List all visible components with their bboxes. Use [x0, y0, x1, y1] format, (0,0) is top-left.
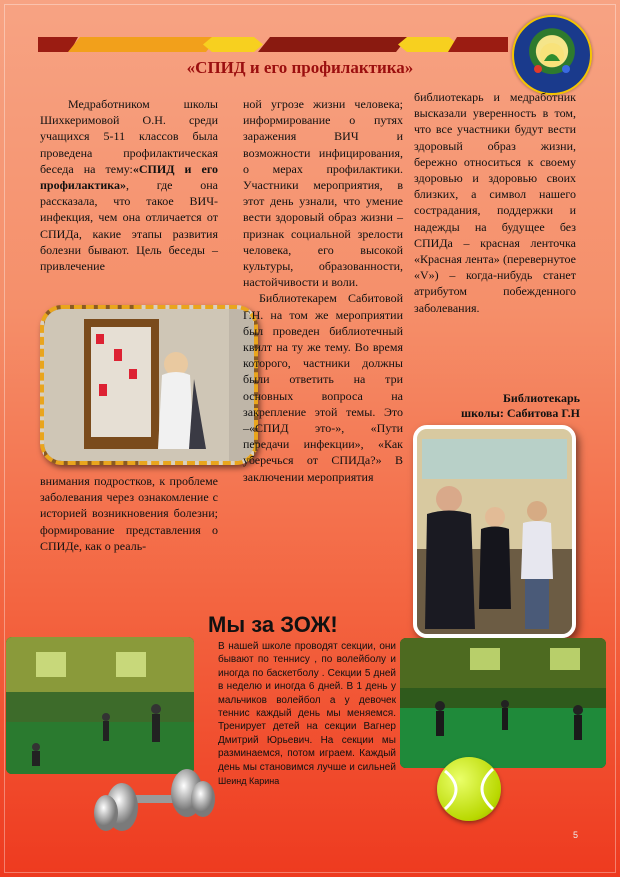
tennis-ball-icon [437, 757, 501, 821]
decorative-ribbon [38, 37, 508, 52]
signature-name: школы: Сабитова Г.Н [461, 406, 580, 420]
column-2-paragraph-1: ной угрозе жизни человека; информирование о путях заражения ВИЧ и возможности инфицирования, о мерах профилактики. Участники мероприятия, в этот день узнали, что умение вести здоровый образ жизни – признак социальной зрелости человека, его высокой культуры, образованности, настойчивости и воли. [243, 97, 403, 290]
author-signature [400, 391, 580, 421]
column-3-paragraph: библиотекарь и медработник высказали уверенность в том, что все участники будут вести здоровый образ жизни, бережно относиться к своему здоровью и здоровью своих близких, а символ нашего сострадания, поддержки и надежды на будущее без СПИДа – красная ленточка «Красная лента» (перевернутое «V») – когда-нибудь станет атрибутом побежденного заболевания. [414, 90, 576, 315]
topic-bold: «СПИД и его профилактика» [40, 161, 218, 193]
photo-gym-left [6, 637, 194, 774]
column-1-paragraph-2: внимания подростков, к проблеме заболевания через ознакомление с историей возникновения болезни; формирование представления о СПИДе, как о реаль- [40, 474, 218, 553]
zozh-author: Шеинд Карина [218, 776, 280, 787]
photo-librarian-with-students [413, 425, 576, 638]
signature-role: Библиотекарь [502, 391, 580, 405]
article-column-2 [243, 96, 403, 485]
column-1-paragraph-part: , где она рассказала, что такое ВИЧ-инфекция, чем она отличается от СПИДа, какие этапы развития болезни бывают. Цель беседы – привлечение [40, 178, 218, 274]
dumbbell-icon [92, 765, 217, 835]
zozh-text-block [218, 640, 396, 788]
article-column-3 [414, 89, 576, 316]
photo-gym-right [400, 638, 606, 768]
column-2-paragraph-2: Библиотекарем Сабитовой Г.Н. на том же мероприятии был проведен библиотечный квилт на ту же тему. Во время которого, частники должны были ответить на три основных вопроса на закрепление этой темы. Это –«СПИД это-», «Пути передачи инфекции», «Как уберечься от СПИДа?» В заключении мероприятия [243, 291, 403, 484]
school-logo [512, 15, 592, 95]
article-column-1 [40, 96, 218, 274]
article-title: «СПИД и его профилактика» [186, 58, 414, 77]
zozh-paragraph: В нашей школе проводят секции, они бывают по теннису , по волейболу и иногда по баскетболу . Секции 5 дней в неделю и иногда 6 дней. В 1 день у мальчиков волейбол а у девочек теннис каждый день мы меняемся. Тренирует детей на секции Вагнер Дмитрий Юрьевич. На секции мы разминаемся, потом играем. Каждый день мы становимся лучше и сильней [218, 641, 396, 773]
article-column-1-continued [40, 473, 218, 554]
column-1-paragraph-part: Медработником школы Шихкеримовой О.Н. среди учащихся 5-11 классов была проведена профилактическая беседа на тему: [40, 97, 218, 176]
zozh-title: Мы за ЗОЖ! [208, 612, 338, 637]
photo-student-at-board [40, 305, 258, 465]
page-number: 5 [573, 830, 579, 840]
